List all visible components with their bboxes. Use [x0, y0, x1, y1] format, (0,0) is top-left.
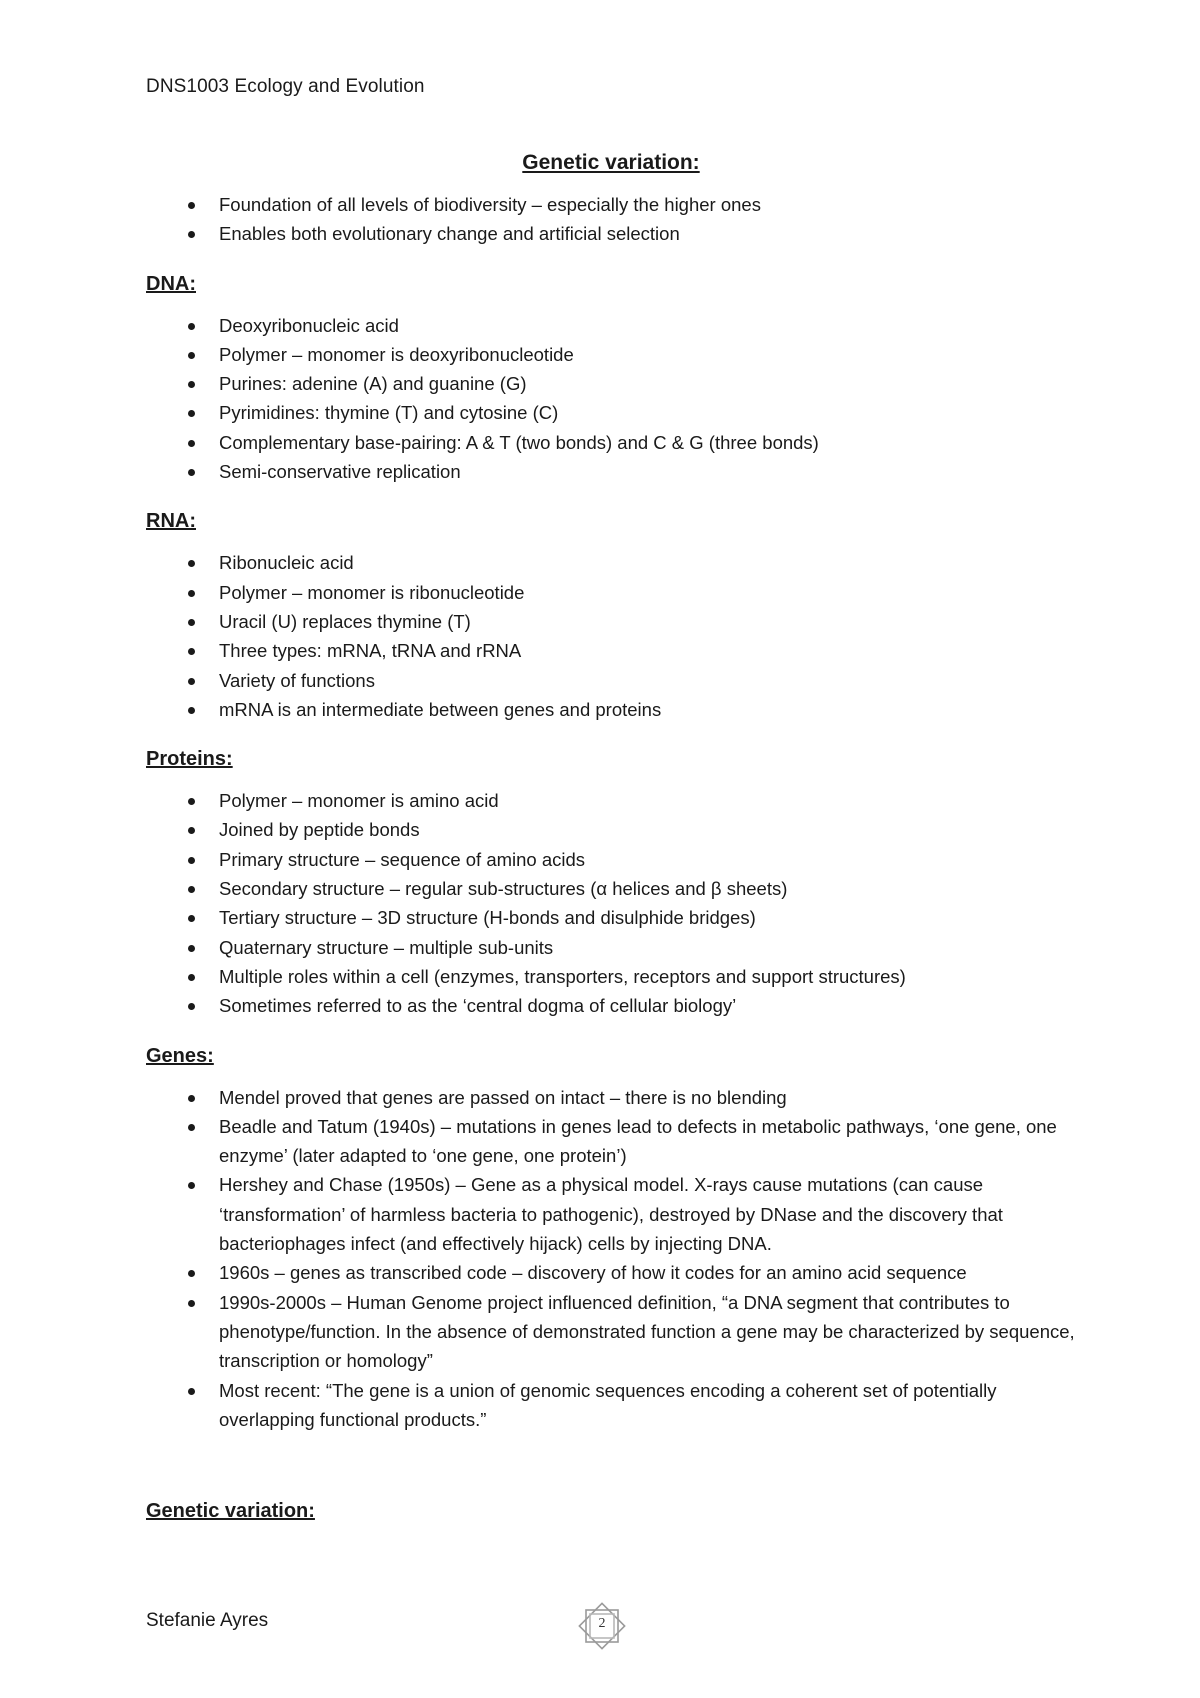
section-proteins	[146, 744, 1076, 1020]
list-item: Most recent: “The gene is a union of genomic sequences encoding a coherent set of potentially overlapping functional products.”	[146, 1376, 1076, 1435]
section-heading: Genes:	[146, 1044, 214, 1067]
list-item: Ribonucleic acid	[146, 548, 1076, 577]
footer-author: Stefanie Ayres	[146, 1610, 269, 1631]
list-item: Variety of functions	[146, 666, 1076, 695]
list-item: Uracil (U) replaces thymine (T)	[146, 607, 1076, 636]
page-header: DNS1003 Ecology and Evolution	[146, 76, 425, 97]
page-number: 2	[598, 1616, 606, 1631]
page-number-badge	[572, 1596, 632, 1656]
list-item: Quaternary structure – multiple sub-units	[146, 933, 1076, 962]
intro-bullet-list	[146, 190, 1076, 249]
list-item: Hershey and Chase (1950s) – Gene as a physical model. X-rays cause mutations (can cause ‘transformation’ of harmless bacteria to pathogenic), destroyed by DNase and the discovery that bacteriophages infect (and effectively hijack) cells by injecting DNA.	[146, 1170, 1076, 1258]
list-item: Purines: adenine (A) and guanine (G)	[146, 369, 1076, 398]
section-heading-genetic-variation: Genetic variation:	[146, 1500, 315, 1523]
section-heading: RNA:	[146, 510, 196, 533]
bullet-list	[146, 1083, 1076, 1435]
bullet-list	[146, 311, 1076, 487]
list-item: Joined by peptide bonds	[146, 815, 1076, 844]
list-item: Primary structure – sequence of amino acids	[146, 845, 1076, 874]
list-item: Polymer – monomer is ribonucleotide	[146, 578, 1076, 607]
list-item: Pyrimidines: thymine (T) and cytosine (C)	[146, 398, 1076, 427]
list-item: Foundation of all levels of biodiversity – especially the higher ones	[146, 190, 1076, 219]
section-genes	[146, 1041, 1076, 1435]
document-body	[146, 148, 1076, 1538]
section-rna	[146, 506, 1076, 724]
list-item: 1960s – genes as transcribed code – discovery of how it codes for an amino acid sequence	[146, 1258, 1076, 1287]
bullet-list	[146, 786, 1076, 1020]
list-item: Sometimes referred to as the ‘central dogma of cellular biology’	[146, 991, 1076, 1020]
list-item: Three types: mRNA, tRNA and rRNA	[146, 636, 1076, 665]
bullet-list	[146, 548, 1076, 724]
list-item: mRNA is an intermediate between genes and proteins	[146, 695, 1076, 724]
list-item: Polymer – monomer is deoxyribonucleotide	[146, 340, 1076, 369]
list-item: Multiple roles within a cell (enzymes, transporters, receptors and support structures)	[146, 962, 1076, 991]
list-item: Secondary structure – regular sub-structures (α helices and β sheets)	[146, 874, 1076, 903]
list-item: Tertiary structure – 3D structure (H-bonds and disulphide bridges)	[146, 903, 1076, 932]
document-title: Genetic variation:	[522, 151, 700, 174]
list-item: Complementary base-pairing: A & T (two bonds) and C & G (three bonds)	[146, 428, 1076, 457]
section-heading: DNA:	[146, 272, 196, 295]
list-item: Polymer – monomer is amino acid	[146, 786, 1076, 815]
list-item: Beadle and Tatum (1940s) – mutations in genes lead to defects in metabolic pathways, ‘one gene, one enzyme’ (later adapted to ‘one gene, one protein’)	[146, 1112, 1076, 1171]
section-dna	[146, 269, 1076, 487]
list-item: 1990s-2000s – Human Genome project influenced definition, “a DNA segment that contributes to phenotype/function. In the absence of demonstrated function a gene may be characterized by sequence, transcription or homology”	[146, 1288, 1076, 1376]
list-item: Semi-conservative replication	[146, 457, 1076, 486]
section-heading: Proteins:	[146, 748, 233, 771]
list-item: Mendel proved that genes are passed on intact – there is no blending	[146, 1083, 1076, 1112]
section-spacer	[146, 1434, 1076, 1496]
list-item: Enables both evolutionary change and artificial selection	[146, 219, 1076, 248]
list-item: Deoxyribonucleic acid	[146, 311, 1076, 340]
